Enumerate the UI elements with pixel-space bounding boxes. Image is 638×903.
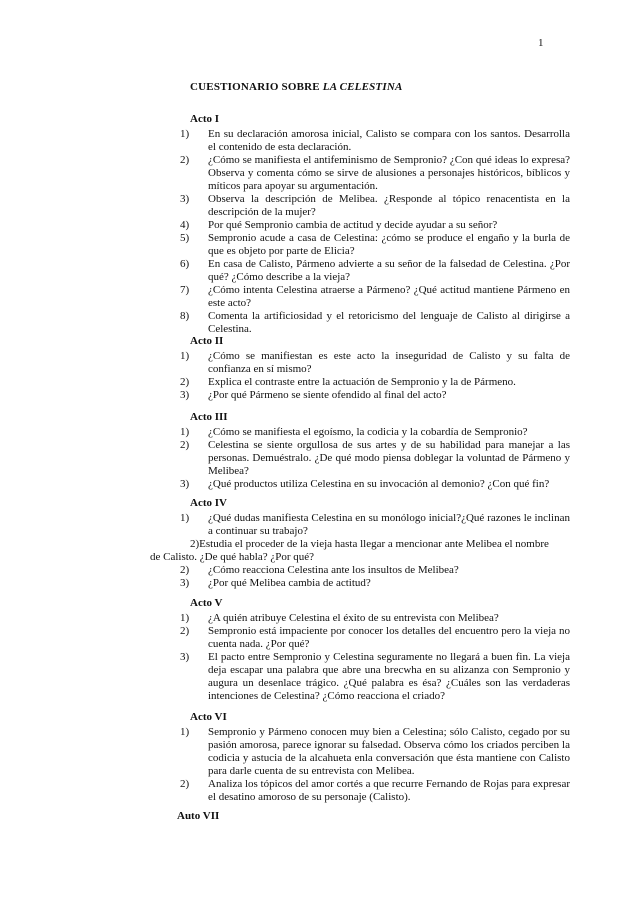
act-heading: Acto II — [190, 335, 224, 347]
question-text: ¿Cómo intenta Celestina atraerse a Pármeno? ¿Qué actitud mantiene Pármeno en este acto? — [208, 284, 570, 309]
act-heading: Acto VI — [190, 711, 227, 723]
question-number: 2) — [180, 154, 190, 166]
act-section-2 — [180, 335, 570, 402]
question-number: 3) — [180, 478, 190, 490]
question-text: Celestina se siente orgullosa de sus artes y de su habilidad para manejar a las personas. Demuéstralo. ¿De qué modo piensa doblegar la voluntad de Pármeno y Melibea? — [208, 439, 570, 477]
inline-paragraph — [150, 538, 570, 564]
question-item — [180, 232, 570, 258]
act-section-6 — [180, 711, 570, 804]
question-text: ¿Cómo se manifiesta el antifeminismo de Sempronio? ¿Con qué ideas lo expresa? Observa y comenta cómo se sirve de alusiones a personajes históricos, bíblicos y míticos para apoyar su argumentación. — [208, 154, 570, 192]
act-heading: Acto V — [190, 597, 223, 609]
question-number: 2) — [180, 564, 190, 576]
question-item — [180, 625, 570, 651]
question-item — [180, 258, 570, 284]
inline-paragraph-rest: de Calisto. ¿De qué habla? ¿Por qué? — [150, 551, 315, 563]
question-item — [180, 512, 570, 538]
question-number: 7) — [180, 284, 190, 296]
page-number: 1 — [538, 37, 544, 49]
act-heading: Acto I — [190, 113, 220, 125]
question-text: Sempronio y Pármeno conocen muy bien a Celestina; sólo Calisto, cegado por su pasión amorosa, parece ignorar su falsedad. Observa cómo los criados perciben la codicia y astucia de la alcahueta enla conversación que ésta mantiene con Calisto para darle cuenta de su entrevista con Melibea. — [208, 726, 570, 777]
act-section-7 — [177, 810, 557, 825]
question-item — [180, 426, 570, 439]
question-text: ¿Cómo se manifiestan es este acto la inseguridad de Calisto y su falta de confianza en sí mismo? — [208, 350, 570, 375]
question-text: El pacto entre Sempronio y Celestina seguramente no llegará a buen fin. La vieja deja escapar una palabra que abre una brecwha en su alizanza con Sempronio y augura un desenlace trágico. ¿Qué palabra es ésa? ¿Cuáles son las verdaderas intenciones de Celestina? ¿Cómo reacciona el criado? — [208, 651, 570, 702]
act-heading: Auto VII — [177, 810, 220, 822]
question-item — [180, 154, 570, 193]
question-item — [180, 128, 570, 154]
question-text: ¿A quién atribuye Celestina el éxito de su entrevista con Melibea? — [208, 612, 499, 624]
question-text: ¿Cómo reacciona Celestina ante los insultos de Melibea? — [208, 564, 459, 576]
question-number: 1) — [180, 612, 190, 624]
question-item — [180, 778, 570, 804]
question-item — [180, 376, 570, 389]
question-number: 2) — [180, 376, 190, 388]
question-text: ¿Qué dudas manifiesta Celestina en su monólogo inicial?¿Qué razones le inclinan a continuar su trabajo? — [208, 512, 570, 537]
question-text: En casa de Calisto, Pármeno advierte a su señor de la falsedad de Celestina. ¿Por qué? ¿Cómo describe a la vieja? — [208, 258, 570, 283]
question-text: Por qué Sempronio cambia de actitud y decide ayudar a su señor? — [208, 219, 498, 231]
question-number: 6) — [180, 258, 190, 270]
question-item — [180, 193, 570, 219]
question-number: 2) — [180, 778, 190, 790]
question-text: Observa la descripción de Melibea. ¿Responde al tópico renacentista en la descripción de la mujer? — [208, 193, 570, 218]
question-item — [180, 612, 570, 625]
question-number: 1) — [180, 512, 190, 524]
question-text: Comenta la artificiosidad y el retoricismo del lenguaje de Calisto al dirigirse a Celestina. — [208, 310, 570, 335]
question-number: 3) — [180, 651, 190, 663]
question-number: 3) — [180, 193, 190, 205]
inline-paragraph-lead: 2)Estudia el proceder de la vieja hasta llegar a mencionar ante Melibea el nombre — [190, 538, 549, 550]
title-italic: LA CELESTINA — [322, 81, 403, 93]
act-section-3 — [180, 411, 570, 491]
question-text: Explica el contraste entre la actuación de Sempronio y la de Pármeno. — [208, 376, 516, 388]
question-text: En su declaración amorosa inicial, Calisto se compara con los santos. Desarrolla el contenido de esta declaración. — [208, 128, 570, 153]
question-item — [180, 310, 570, 336]
question-number: 2) — [180, 625, 190, 637]
question-item — [180, 564, 570, 577]
question-number: 4) — [180, 219, 190, 231]
question-item — [180, 389, 570, 402]
document-title — [190, 81, 403, 93]
question-text: ¿Cómo se manifiesta el egoísmo, la codicia y la cobardía de Sempronio? — [208, 426, 528, 438]
question-item — [180, 651, 570, 703]
act-section-4 — [150, 497, 570, 590]
question-item — [180, 350, 570, 376]
question-number: 3) — [180, 577, 190, 589]
question-text: Sempronio acude a casa de Celestina: ¿cómo se produce el engaño y la burla de que es objeto por parte de Elicia? — [208, 232, 570, 257]
act-section-1 — [180, 113, 570, 336]
question-number: 1) — [180, 426, 190, 438]
question-item — [180, 577, 570, 590]
title-main: CUESTIONARIO SOBRE — [190, 81, 323, 93]
question-text: ¿Por qué Pármeno se siente ofendido al final del acto? — [208, 389, 447, 401]
question-number: 2) — [180, 439, 190, 451]
question-item — [180, 439, 570, 478]
question-number: 1) — [180, 726, 190, 738]
question-text: ¿Qué productos utiliza Celestina en su invocación al demonio? ¿Con qué fin? — [208, 478, 550, 490]
question-number: 8) — [180, 310, 190, 322]
question-item — [180, 478, 570, 491]
act-heading: Acto III — [190, 411, 228, 423]
act-heading: Acto IV — [190, 497, 227, 509]
question-text: Analiza los tópicos del amor cortés a que recurre Fernando de Rojas para expresar el desatino amoroso de su personaje (Calisto). — [208, 778, 570, 803]
act-section-5 — [180, 597, 570, 703]
question-item — [180, 726, 570, 778]
question-text: ¿Por qué Melibea cambia de actitud? — [208, 577, 371, 589]
question-item — [180, 219, 570, 232]
question-number: 5) — [180, 232, 190, 244]
question-number: 3) — [180, 389, 190, 401]
question-item — [180, 284, 570, 310]
question-number: 1) — [180, 350, 190, 362]
question-text: Sempronio está impaciente por conocer los detalles del encuentro pero la vieja no cuenta nada. ¿Por qué? — [208, 625, 570, 650]
question-number: 1) — [180, 128, 190, 140]
